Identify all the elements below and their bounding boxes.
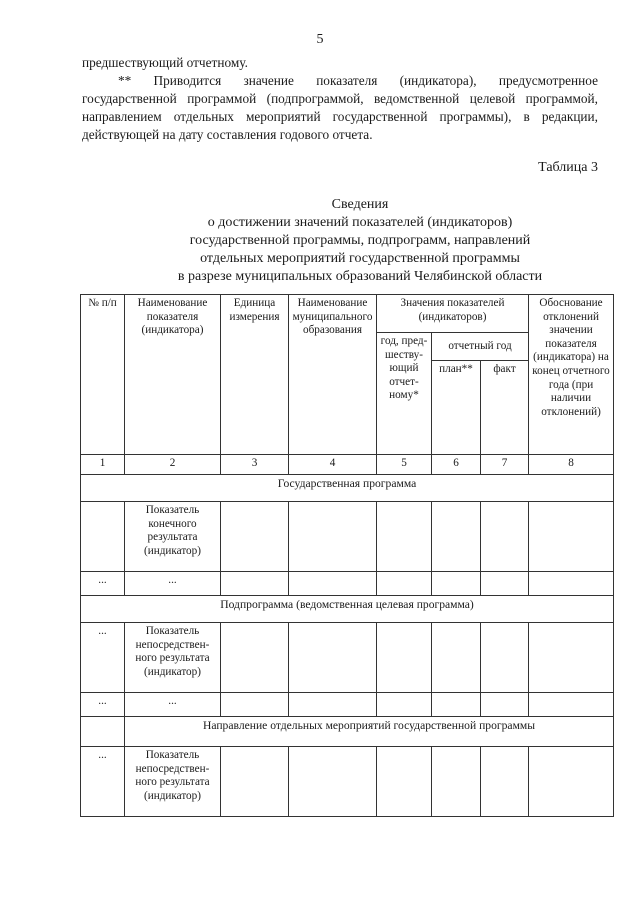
header-values: Значения показателей (индикаторов) (377, 295, 529, 333)
intro-footnote-paragraph: ** Приводится значение показателя (индикатора), предусмотренное государственной программой (подпрограммой, ведомственной целевой программой, направлением отдельных мероприятий государственной программы), в редакции, действующей на дату составления годового отчета. (82, 73, 598, 142)
section-subprogram: Подпрограмма (ведомственная целевая программа) (81, 596, 614, 623)
title-line-3: государственной программы, подпрограмм, направлений (189, 233, 531, 248)
header-unit: Единица измерения (221, 295, 289, 455)
table-cell (221, 747, 289, 817)
intro-line-1: предшествующий отчетному. (82, 55, 248, 70)
col-number: 1 (81, 455, 125, 475)
table-cell (221, 693, 289, 717)
table-cell (377, 747, 432, 817)
ellipsis-cell: ... (125, 693, 221, 717)
document-title (82, 196, 638, 286)
header-indicator: Наименование показателя (индикатора) (125, 295, 221, 455)
page-number: 5 (316, 32, 324, 47)
title-line-2: о достижении значений показателей (индикаторов) (207, 215, 513, 230)
table-label: Таблица 3 (538, 160, 598, 175)
table-cell (377, 623, 432, 693)
table-cell (377, 572, 432, 596)
indicators-table (80, 294, 614, 817)
table-cell (529, 502, 614, 572)
ellipsis-cell: ... (81, 693, 125, 717)
title-line-4: отдельных мероприятий государственной программы (200, 251, 520, 266)
table-cell (81, 502, 125, 572)
table-cell (289, 572, 377, 596)
table-cell (481, 693, 529, 717)
table-cell (289, 693, 377, 717)
title-line-5: в разрезе муниципальных образований Челябинской области (177, 269, 543, 284)
header-plan: план** (432, 361, 481, 455)
col-number: 8 (529, 455, 614, 475)
header-justification: Обоснование отклонений значении показателя (индикатора) на конец отчетного года (при наличии отклонений) (529, 295, 614, 455)
section-direction: Направление отдельных мероприятий государственной программы (125, 717, 614, 747)
table-cell (221, 502, 289, 572)
row-direct-result-label: Показатель непосредственного результата (индикатор) (125, 623, 221, 693)
table-cell (529, 747, 614, 817)
intro-text (82, 54, 598, 144)
col-number: 6 (432, 455, 481, 475)
header-prev-year: год, предшествующий отчетному* (377, 333, 432, 455)
row-final-result-label: Показатель конечного результата (индикатор) (125, 502, 221, 572)
col-number: 4 (289, 455, 377, 475)
table-cell (221, 572, 289, 596)
col-number: 7 (481, 455, 529, 475)
table-cell (529, 623, 614, 693)
table-cell (221, 623, 289, 693)
ellipsis-cell: ... (125, 572, 221, 596)
header-fact: факт (481, 361, 529, 455)
table-cell (289, 502, 377, 572)
table-cell (529, 572, 614, 596)
row-direct-result-label: Показатель непосредственного результата (индикатор) (125, 747, 221, 817)
ellipsis-cell: ... (81, 623, 125, 693)
title-line-1: Сведения (331, 197, 389, 212)
table-cell (432, 623, 481, 693)
ellipsis-cell: ... (81, 747, 125, 817)
col-number: 5 (377, 455, 432, 475)
ellipsis-cell: ... (81, 572, 125, 596)
table-cell (289, 747, 377, 817)
section-state-program: Государственная программа (81, 475, 614, 502)
table-cell (432, 502, 481, 572)
col-number: 2 (125, 455, 221, 475)
col-number: 3 (221, 455, 289, 475)
table-cell (481, 572, 529, 596)
table-cell (432, 572, 481, 596)
table-cell (529, 693, 614, 717)
header-report-year: отчетный год (432, 333, 529, 361)
table-cell (432, 747, 481, 817)
table-cell (377, 693, 432, 717)
table-cell (377, 502, 432, 572)
header-municipality: Наименование муниципального образования (289, 295, 377, 455)
table-cell (481, 623, 529, 693)
header-num: № п/п (81, 295, 125, 455)
table-cell (481, 502, 529, 572)
table-cell (289, 623, 377, 693)
table-cell (432, 693, 481, 717)
table-cell (81, 717, 125, 747)
table-cell (481, 747, 529, 817)
